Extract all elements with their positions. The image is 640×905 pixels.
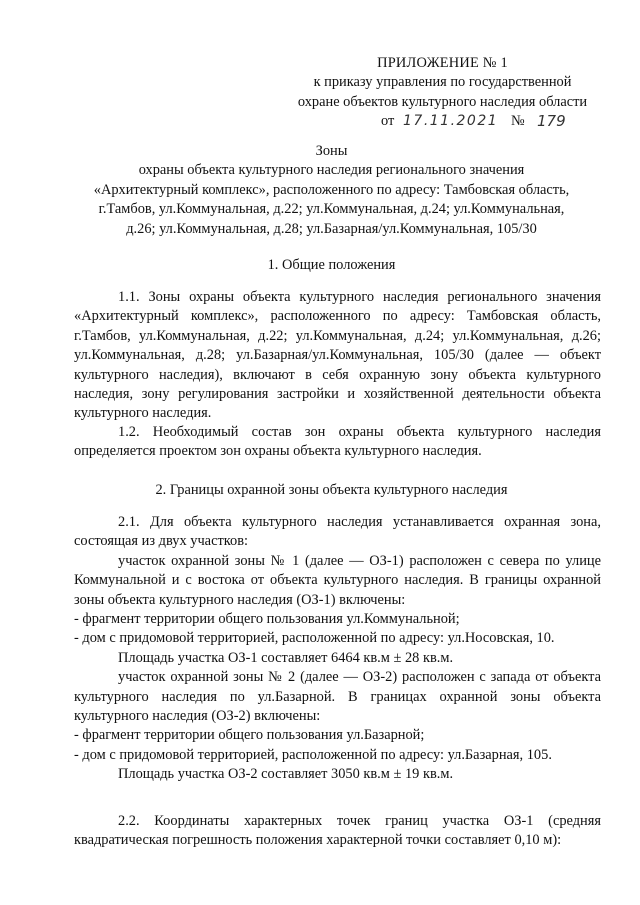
paragraph-1-2: 1.2. Необходимый состав зон охраны объекта культурного наследия определяется проектом зон охраны объекта культурного наследия.: [74, 424, 601, 460]
oz2-item-2: - дом с придомовой территорией, расположенной по адресу: ул.Базарная, 105.: [74, 746, 552, 763]
oz1-item-2: - дом с придомовой территорией, расположенной по адресу: ул.Носовская, 10.: [74, 630, 555, 647]
appendix-header: [285, 54, 600, 132]
section-2-1-block: [74, 513, 601, 785]
number-prefix: №: [511, 113, 525, 130]
title-line-3: «Архитектурный комплекс», расположенного по адресу: Тамбовская область,: [93, 181, 570, 198]
handwritten-date: 17.11.2021: [403, 113, 499, 130]
title-line-1: Зоны: [315, 143, 348, 159]
section-2-heading: 2. Границы охранной зоны объекта культурного наследия: [155, 482, 508, 498]
oz1-area: Площадь участка ОЗ-1 составляет 6464 кв.м ± 28 кв.м.: [118, 649, 454, 666]
date-prefix: от: [381, 113, 395, 130]
title-line-5: д.26; ул.Коммунальная, д.28; ул.Базарная/ул.Коммунальная, 105/30: [126, 220, 537, 237]
oz1-item-1: - фрагмент территории общего пользования ул.Коммунальной;: [74, 611, 460, 628]
order-date-number-line: [285, 112, 600, 132]
section-1-heading: 1. Общие положения: [267, 257, 396, 273]
order-line-2: охране объектов культурного наследия области: [297, 93, 588, 110]
oz2-area: Площадь участка ОЗ-2 составляет 3050 кв.м ± 19 кв.м.: [118, 766, 454, 783]
paragraph-2-1: 2.1. Для объекта культурного наследия устанавливается охранная зона, состоящая из двух участков:: [74, 514, 601, 550]
order-line-1: к приказу управления по государственной: [313, 74, 572, 91]
paragraph-2-2: 2.2. Координаты характерных точек границ участка ОЗ-1 (средняя квадратическая погрешность положения характерной точки составляет 0,10 м):: [74, 813, 601, 849]
title-line-4: г.Тамбов, ул.Коммунальная, д.22; ул.Коммунальная, д.24; ул.Коммунальная,: [98, 201, 565, 218]
oz2-intro: участок охранной зоны № 2 (далее — ОЗ-2) расположен с запада от объекта культурного наследия по ул.Базарной. В границах охранной зоны объекта культурного наследия (ОЗ-2) включены:: [74, 669, 601, 725]
title-line-2: охраны объекта культурного наследия регионального значения: [138, 162, 525, 179]
paragraph-1-1: 1.1. Зоны охраны объекта культурного наследия регионального значения «Архитектурный комплекс», расположенного по адресу: Тамбовская область, г.Тамбов, ул.Коммунальная, д.22; ул.Коммунальная, д.24; ул.Коммунальная, д.26; ул.Коммунальная, д.28; ул.Базарная/ул.Коммунальная, 105/30 (далее — объект культурного наследия), включают в себя охранную зону объекта культурного наследия, зону регулирования застройки и хозяйственной деятельности объекта культурного наследия.: [74, 289, 601, 422]
oz2-item-1: - фрагмент территории общего пользования ул.Базарной;: [74, 727, 425, 744]
oz1-intro: участок охранной зоны № 1 (далее — ОЗ-1) расположен с севера по улице Коммунальной и с востока от объекта культурного наследия. В границы охранной зоны объекта культурного наследия (ОЗ-1) включены:: [74, 552, 601, 608]
appendix-title: ПРИЛОЖЕНИЕ № 1: [377, 55, 508, 71]
document-title: [62, 142, 601, 239]
handwritten-number: 179: [537, 112, 566, 131]
